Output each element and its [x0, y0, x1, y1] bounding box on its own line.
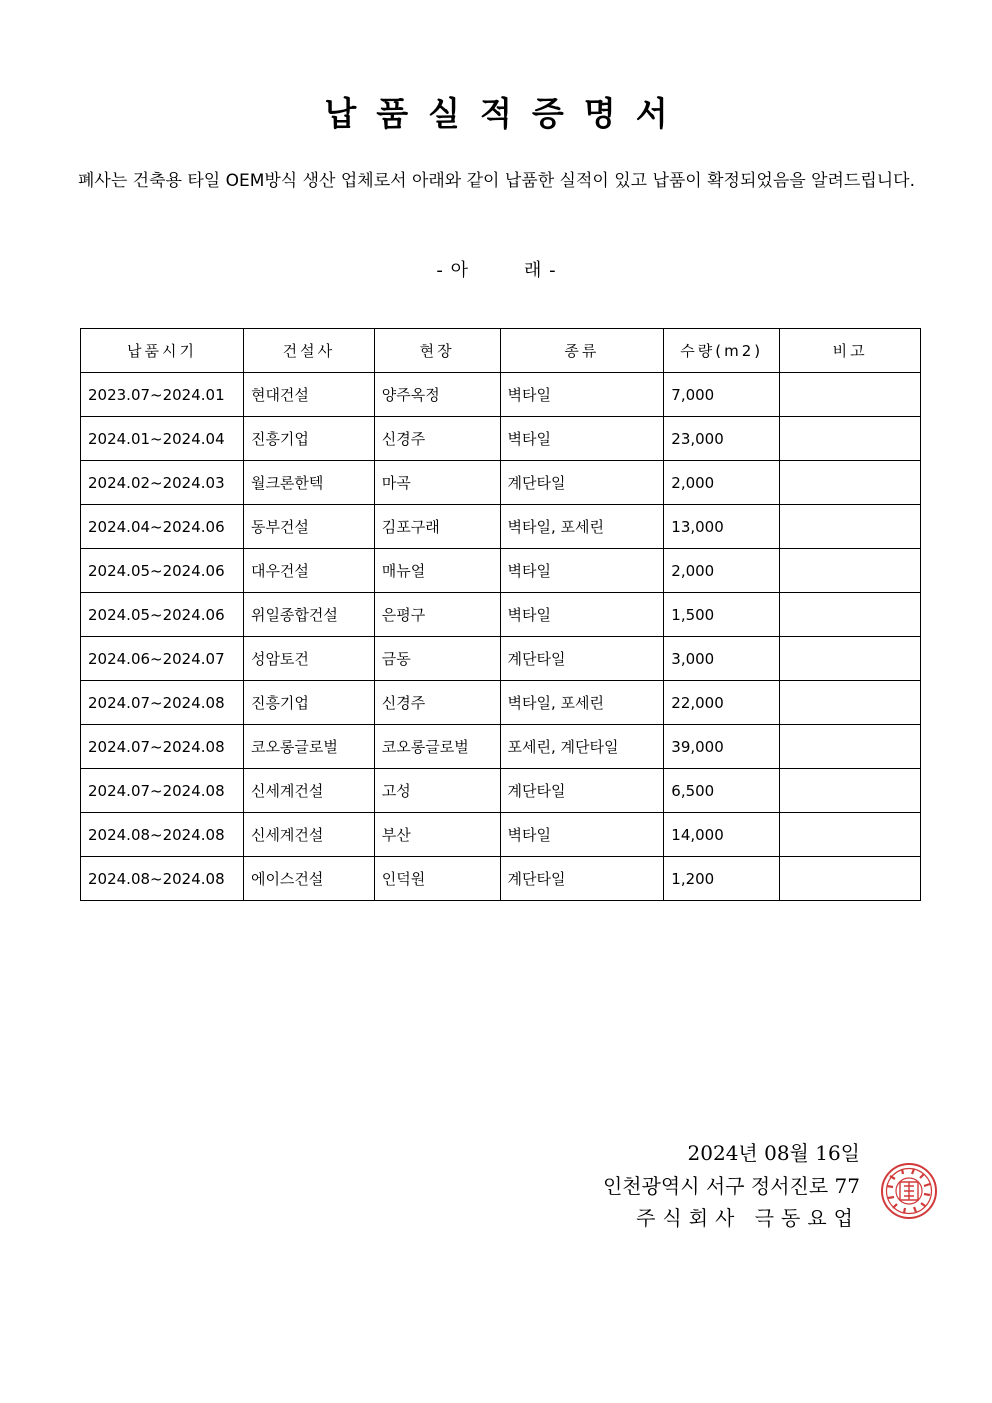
cell-site: 마곡 [374, 461, 500, 505]
header-remarks: 비고 [780, 329, 921, 373]
table-row [81, 373, 921, 417]
header-site: 현장 [374, 329, 500, 373]
cell-remarks [780, 637, 921, 681]
cell-quantity: 39,000 [664, 725, 780, 769]
cell-quantity: 7,000 [664, 373, 780, 417]
cell-period: 2024.02~2024.03 [81, 461, 244, 505]
cell-quantity: 3,000 [664, 637, 780, 681]
cell-quantity: 22,000 [664, 681, 780, 725]
cell-period: 2023.07~2024.01 [81, 373, 244, 417]
table-row [81, 549, 921, 593]
cell-period: 2024.04~2024.06 [81, 505, 244, 549]
company-seal-icon [880, 1162, 938, 1220]
header-delivery-period: 납품시기 [81, 329, 244, 373]
cell-type: 계단타일 [500, 857, 664, 901]
cell-remarks [780, 681, 921, 725]
cell-remarks [780, 549, 921, 593]
header-quantity: 수량(m2) [664, 329, 780, 373]
cell-quantity: 1,500 [664, 593, 780, 637]
cell-constructor: 현대건설 [243, 373, 374, 417]
cell-quantity: 6,500 [664, 769, 780, 813]
table-row [81, 681, 921, 725]
issue-date: 2024년 08월 16일 [687, 1141, 860, 1165]
table-row [81, 593, 921, 637]
cell-remarks [780, 373, 921, 417]
cell-quantity: 2,000 [664, 549, 780, 593]
cell-constructor: 위일종합건설 [243, 593, 374, 637]
table-row [81, 813, 921, 857]
cell-remarks [780, 461, 921, 505]
cell-period: 2024.07~2024.08 [81, 725, 244, 769]
cell-period: 2024.05~2024.06 [81, 593, 244, 637]
cell-type: 계단타일 [500, 769, 664, 813]
cell-site: 김포구래 [374, 505, 500, 549]
cell-site: 고성 [374, 769, 500, 813]
cell-type: 벽타일 [500, 813, 664, 857]
cell-site: 은평구 [374, 593, 500, 637]
cell-period: 2024.07~2024.08 [81, 681, 244, 725]
cell-constructor: 성암토건 [243, 637, 374, 681]
cell-type: 벽타일, 포세린 [500, 681, 664, 725]
cell-constructor: 동부건설 [243, 505, 374, 549]
intro-paragraph: 폐사는 건축용 타일 OEM방식 생산 업체로서 아래와 같이 납품한 실적이 있고 납품이 확정되었음을 알려드립니다. [78, 171, 916, 191]
cell-site: 매뉴얼 [374, 549, 500, 593]
document-title: 납품실적증명서 [324, 94, 688, 133]
cell-period: 2024.08~2024.08 [81, 857, 244, 901]
cell-constructor: 진흥기업 [243, 681, 374, 725]
cell-remarks [780, 857, 921, 901]
subheading-suffix: 래 - [524, 260, 556, 281]
company-address: 인천광역시 서구 정서진로 77 [602, 1174, 860, 1198]
header-type: 종류 [500, 329, 664, 373]
cell-quantity: 14,000 [664, 813, 780, 857]
cell-site: 코오롱글로벌 [374, 725, 500, 769]
cell-site: 신경주 [374, 417, 500, 461]
cell-constructor: 신세계건설 [243, 769, 374, 813]
cell-remarks [780, 725, 921, 769]
cell-site: 인덕원 [374, 857, 500, 901]
table-row [81, 505, 921, 549]
cell-type: 벽타일 [500, 373, 664, 417]
cell-period: 2024.01~2024.04 [81, 417, 244, 461]
cell-constructor: 대우건설 [243, 549, 374, 593]
cell-quantity: 13,000 [664, 505, 780, 549]
cell-type: 벽타일 [500, 417, 664, 461]
delivery-records-table [80, 328, 921, 901]
cell-quantity: 1,200 [664, 857, 780, 901]
cell-type: 계단타일 [500, 461, 664, 505]
cell-type: 벽타일 [500, 593, 664, 637]
table-row [81, 769, 921, 813]
cell-site: 신경주 [374, 681, 500, 725]
company-name: 주식회사 극동요업 [636, 1206, 860, 1230]
subheading [0, 256, 992, 282]
cell-remarks [780, 769, 921, 813]
cell-constructor: 에이스건설 [243, 857, 374, 901]
cell-constructor: 신세계건설 [243, 813, 374, 857]
cell-period: 2024.06~2024.07 [81, 637, 244, 681]
table-row [81, 461, 921, 505]
cell-site: 금동 [374, 637, 500, 681]
cell-constructor: 코오롱글로벌 [243, 725, 374, 769]
cell-remarks [780, 505, 921, 549]
cell-site: 양주옥정 [374, 373, 500, 417]
cell-remarks [780, 813, 921, 857]
cell-type: 계단타일 [500, 637, 664, 681]
table-row [81, 857, 921, 901]
cell-type: 벽타일, 포세린 [500, 505, 664, 549]
subheading-prefix: - 아 [436, 260, 468, 281]
cell-quantity: 2,000 [664, 461, 780, 505]
cell-remarks [780, 593, 921, 637]
cell-period: 2024.05~2024.06 [81, 549, 244, 593]
table-row [81, 637, 921, 681]
cell-type: 포세린, 계단타일 [500, 725, 664, 769]
header-constructor: 건설사 [243, 329, 374, 373]
table-row [81, 725, 921, 769]
cell-quantity: 23,000 [664, 417, 780, 461]
cell-constructor: 진흥기업 [243, 417, 374, 461]
cell-type: 벽타일 [500, 549, 664, 593]
cell-site: 부산 [374, 813, 500, 857]
table-row [81, 417, 921, 461]
cell-remarks [780, 417, 921, 461]
table-header-row [81, 329, 921, 373]
cell-constructor: 월크론한텍 [243, 461, 374, 505]
cell-period: 2024.07~2024.08 [81, 769, 244, 813]
cell-period: 2024.08~2024.08 [81, 813, 244, 857]
